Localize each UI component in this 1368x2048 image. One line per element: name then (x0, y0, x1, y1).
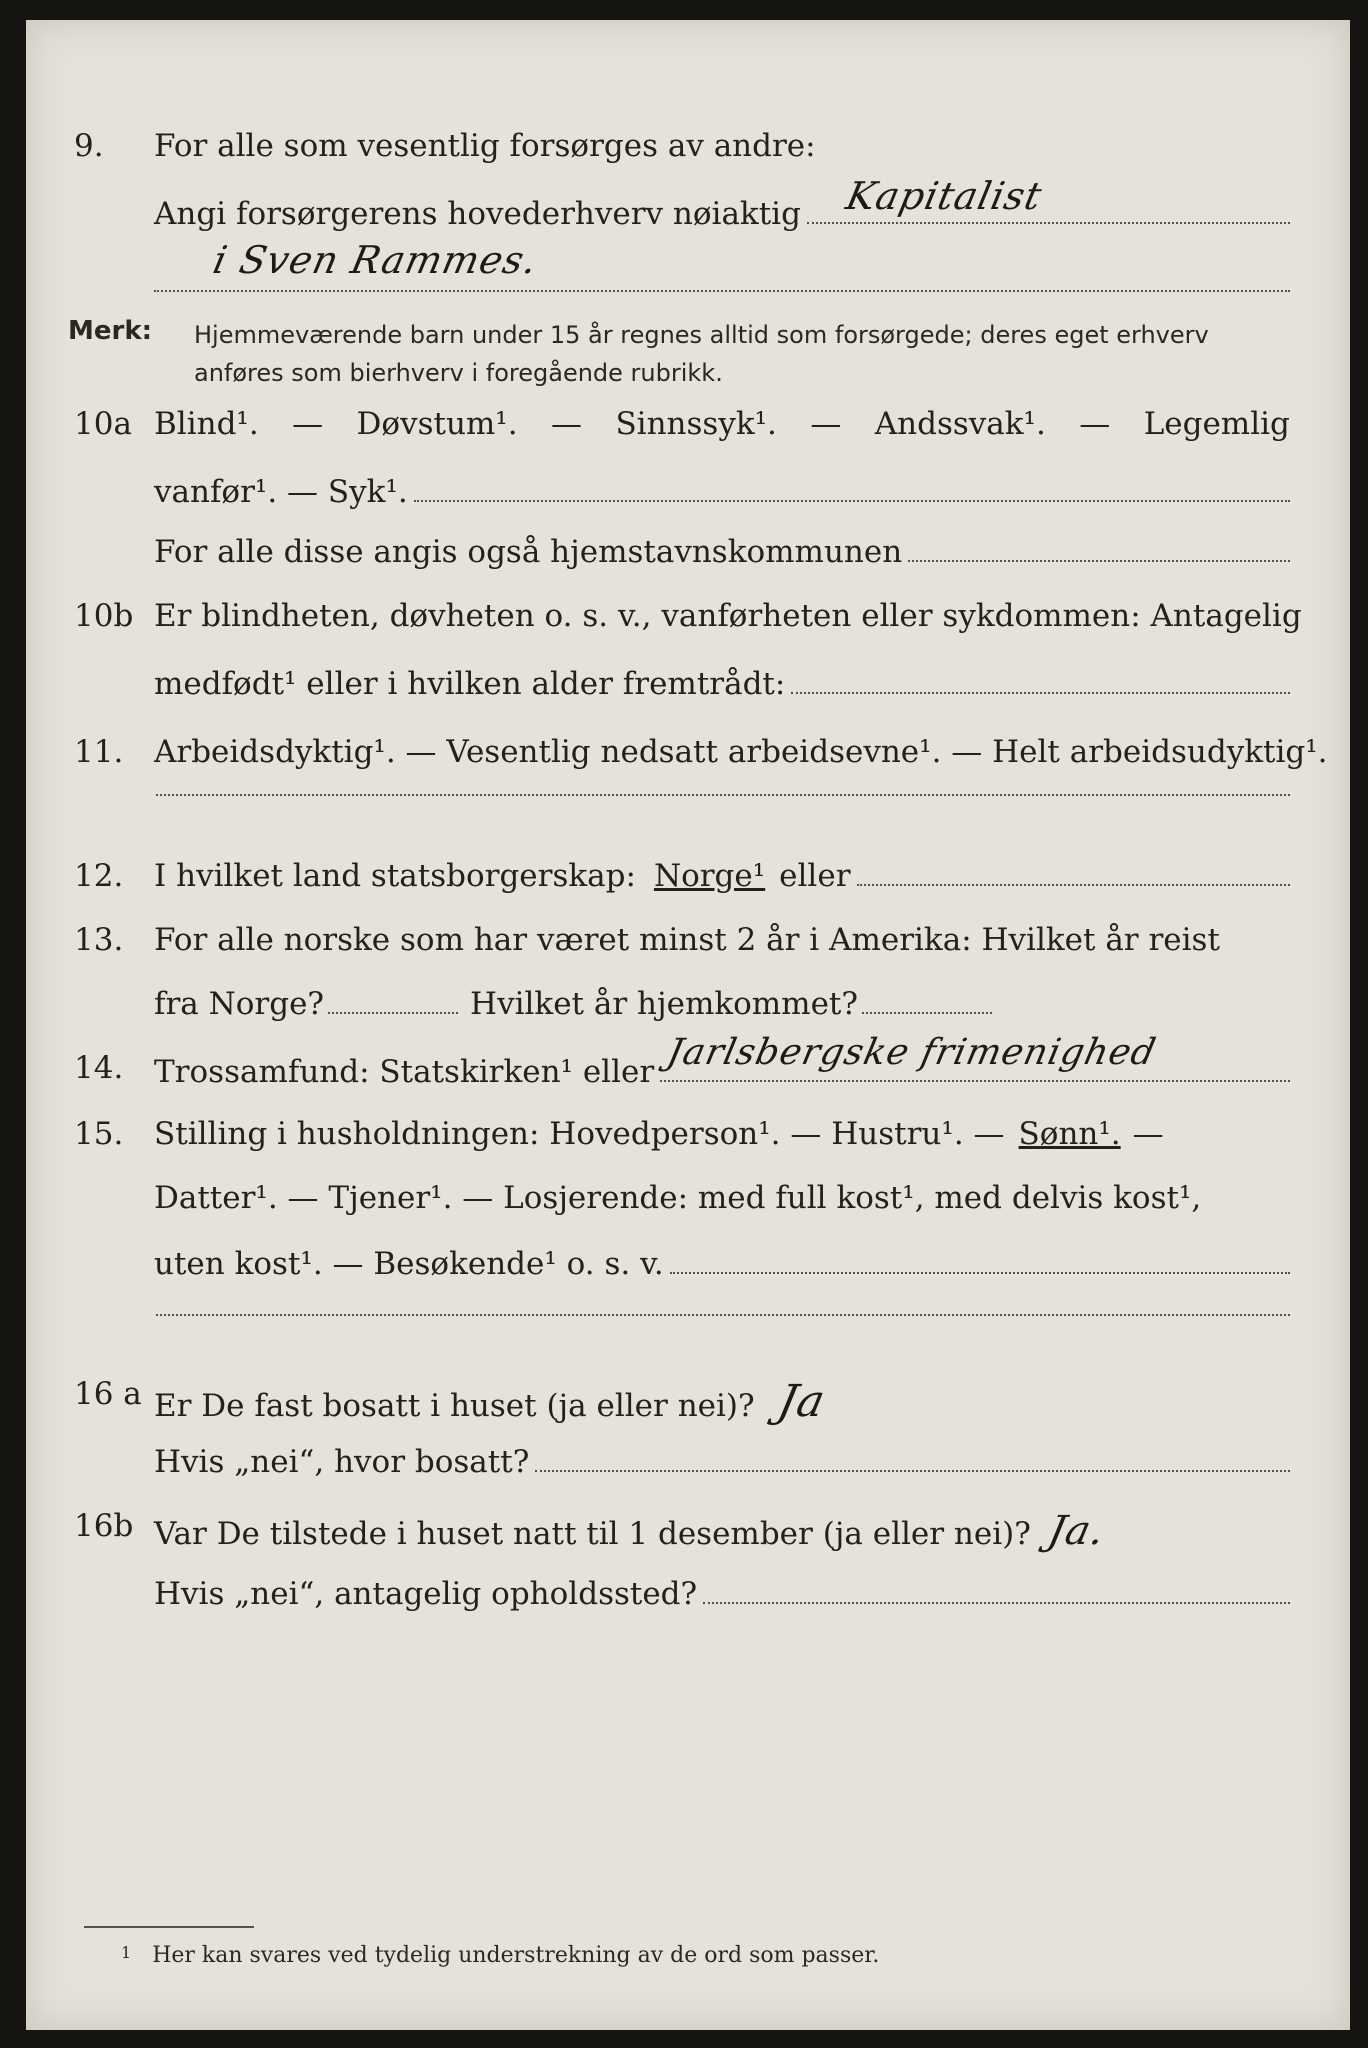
answer-dotted-line (908, 559, 1290, 562)
q16b-text: Var De tilstede i huset natt til 1 desember (ja eller nei)? (154, 1516, 1031, 1552)
q14-number: 14. (74, 1050, 124, 1086)
merk-text: Hjemmeværende barn under 15 år regnes alltid som forsørgede; deres eget erhverv anføres som bierhverv i foregående rubrikk. (194, 321, 1209, 387)
answer-dotted-line (670, 1271, 1290, 1274)
q10b-medfodt: medfødt¹ eller i hvilken alder fremtrådt: (154, 666, 786, 702)
q15-sonn-underlined: Sønn¹. (1018, 1116, 1121, 1152)
q15-number: 15. (74, 1116, 124, 1152)
q10b-number: 10b (74, 598, 134, 634)
answer-dotted-line (156, 1314, 1290, 1316)
q16a-hvor-bosatt: Hvis „nei“, hvor bosatt? (154, 1444, 530, 1480)
q10a-hjemstavn: For alle disse angis også hjemstavnskommunen (154, 534, 903, 570)
answer-dotted-line (857, 883, 1290, 886)
q15-text-part1: Stilling i husholdningen: Hovedperson¹. — Hustru¹. — (154, 1116, 1005, 1152)
q10b-text: Er blindheten, døvheten o. s. v., vanførheten eller sykdommen: Antagelig (154, 598, 1302, 634)
q15-text-part2: Datter¹. — Tjener¹. — Losjerende: med full kost¹, med delvis kost¹, (154, 1180, 1202, 1216)
q15-text-part3: uten kost¹. — Besøkende¹ o. s. v. (154, 1246, 664, 1282)
answer-dotted-line (414, 499, 1290, 502)
merk-label: Merk: (68, 316, 153, 346)
q10a-vanfor-syk: vanfør¹. — Syk¹. (154, 474, 408, 510)
q13-hjemkommet: Hvilket år hjemkommet? (470, 986, 859, 1022)
q12-eller: eller (779, 858, 851, 894)
dash: — (292, 406, 324, 442)
q13-fra-norge: fra Norge? (154, 986, 325, 1022)
q9-provider-handwriting: Kapitalist (842, 174, 1047, 218)
q9-provider-handwriting-cont: i Sven Rammes. (209, 238, 542, 282)
option-andssvak: Andssvak¹. (874, 406, 1046, 442)
q13-text: For alle norske som har været minst 2 år i Amerika: Hvilket år reist (154, 922, 1220, 958)
q11-number: 11. (74, 734, 124, 770)
dash: — (810, 406, 842, 442)
footnote-mark: 1 (121, 1943, 132, 1962)
dash: — (551, 406, 583, 442)
q9-number: 9. (74, 128, 104, 164)
q14-trossamfund-handwriting: Jarlsbergske frimenighed (663, 1032, 1161, 1073)
answer-dotted-line (156, 794, 1290, 796)
q10a-number: 10a (74, 406, 132, 442)
q16a-answer-handwriting: Ja (773, 1376, 830, 1427)
footnote-separator (84, 1926, 254, 1928)
census-form-page (26, 20, 1350, 2030)
answer-dotted-line (791, 691, 1290, 694)
option-dovstum: Døvstum¹. (356, 406, 518, 442)
q12-label: I hvilket land statsborgerskap: (154, 858, 636, 894)
option-legemlig: Legemlig (1143, 406, 1290, 442)
footnote (121, 1943, 879, 1968)
q11-text: Arbeidsdyktig¹. — Vesentlig nedsatt arbeidsevne¹. — Helt arbeidsudyktig¹. (154, 734, 1328, 770)
answer-dotted-line (535, 1469, 1290, 1472)
q14-label: Trossamfund: Statskirken¹ eller (154, 1054, 655, 1090)
footnote-text: Her kan svares ved tydelig understrekning av de ord som passer. (152, 1943, 880, 1968)
q16a-number: 16 a (74, 1376, 142, 1412)
option-blind: Blind¹. (154, 406, 259, 442)
q12-number: 12. (74, 858, 124, 894)
q9-text: For alle som vesentlig forsørges av andre: (154, 128, 816, 164)
option-sinnssyk: Sinnssyk¹. (615, 406, 777, 442)
answer-dotted-line (703, 1601, 1290, 1604)
q9-provider-label: Angi forsørgerens hovederhverv nøiaktig (154, 196, 801, 232)
q16b-answer-handwriting: Ja. (1043, 1508, 1110, 1554)
dash: — (1132, 1116, 1164, 1152)
answer-dotted-line (862, 1011, 992, 1014)
q13-number: 13. (74, 922, 124, 958)
q10a-options (154, 406, 1290, 442)
q16a-text: Er De fast bosatt i huset (ja eller nei)? (154, 1388, 755, 1424)
q16b-opholdssted: Hvis „nei“, antagelig opholdssted? (154, 1576, 698, 1612)
answer-dotted-line (328, 1011, 458, 1014)
dash: — (1079, 406, 1111, 442)
q12-norge-underlined: Norge¹ (653, 858, 766, 894)
q16b-number: 16b (74, 1508, 134, 1544)
